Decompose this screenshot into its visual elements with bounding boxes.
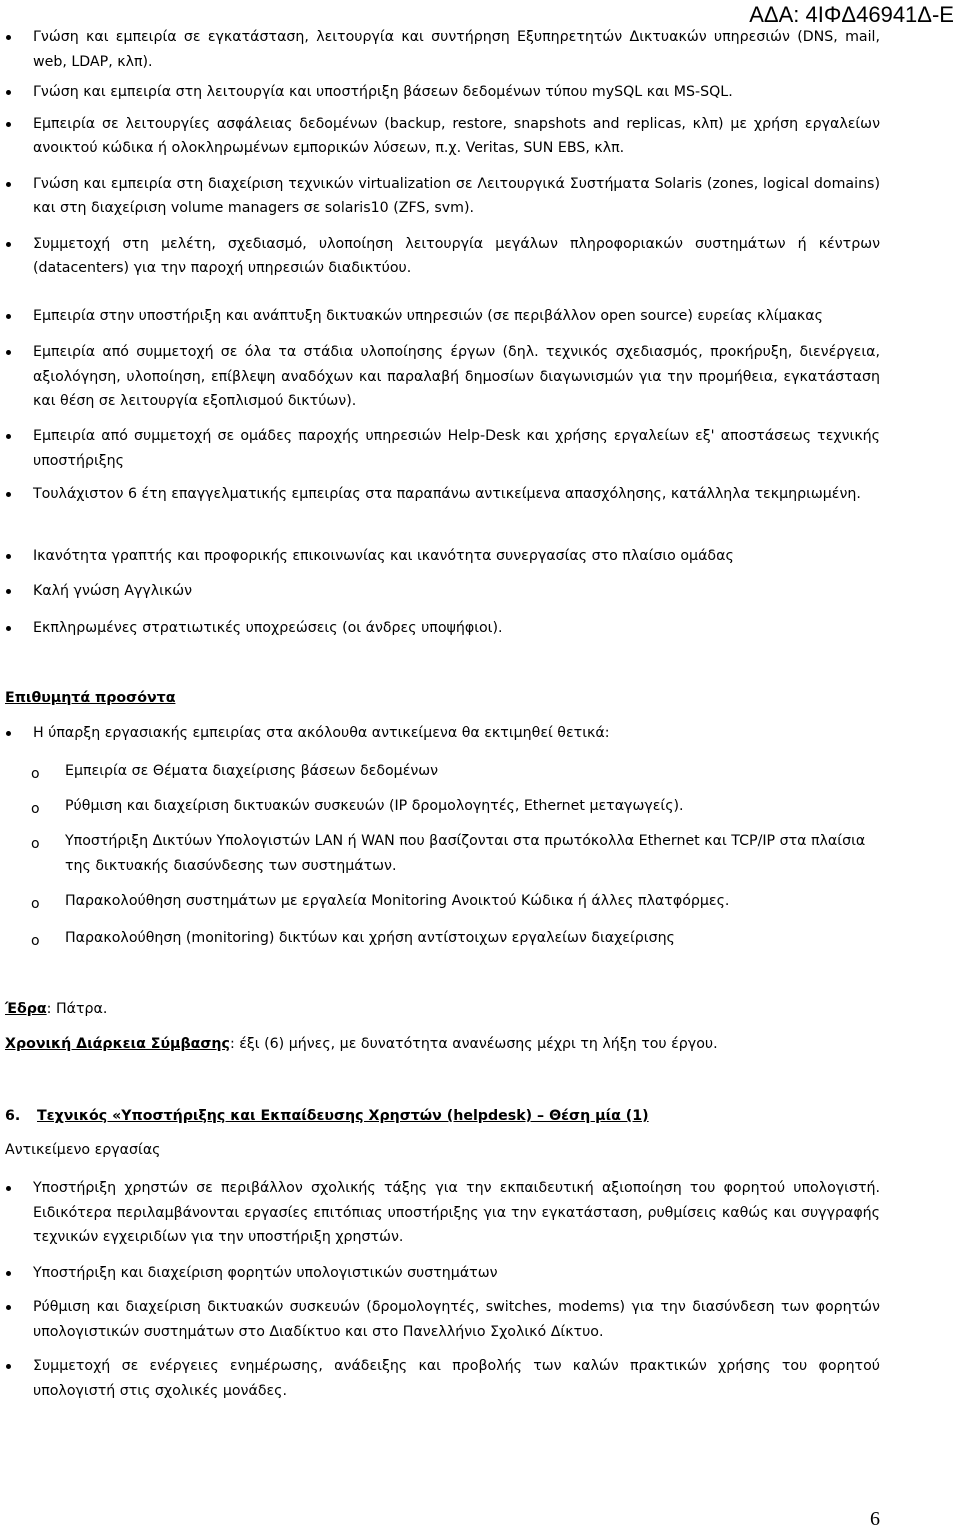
bullet-icon [6,314,11,319]
requirement-item: Εμπειρία σε λειτουργίες ασφάλειας δεδομένων (backup, restore, snapshots and replicas, κλπ) με χρήση εργαλείων ανοικτού κώδικα ή ολοκληρωμένων εμπορικών λύσεων, π.χ. Veritas, SUN EBS, κλπ. [0,112,960,161]
section-6-subheading: Αντικείμενο εργασίας [5,1142,161,1158]
bullet-icon [6,434,11,439]
bullet-icon [6,350,11,355]
section-title: Τεχνικός «Υποστήριξης και Εκπαίδευσης Χρηστών (helpdesk) – Θέση μία (1) [37,1108,649,1124]
duration-line [5,1032,960,1057]
section-6-heading [5,1104,960,1129]
desirable-item-block [0,889,960,914]
circle-bullet-icon: o [31,766,40,782]
bullet-icon [6,1305,11,1310]
section6-item-block [0,1354,960,1403]
section6-item-block [0,1295,960,1344]
desirable-item: o Παρακολούθηση (monitoring) δικτύων και χρήση αντίστοιχων εργαλείων διαχείρισης [0,926,960,951]
section6-item: Υποστήριξη και διαχείριση φορητών υπολογιστικών συστημάτων [0,1261,960,1286]
requirement-item: Εκπληρωμένες στρατιωτικές υποχρεώσεις (οι άνδρες υποψήφιοι). [0,616,960,641]
duration-label: Χρονική Διάρκεια Σύμβασης [5,1036,230,1052]
requirement-item: Ικανότητα γραπτής και προφορικής επικοινωνίας και ικανότητα συνεργασίας στο πλαίσιο ομάδας [0,544,960,569]
requirement-item: Εμπειρία από συμμετοχή σε όλα τα στάδια υλοποίησης έργων (δηλ. τεχνικός σχεδιασμός, προκήρυξη, διενέργεια, αξιολόγηση, υλοποίηση, επίβλεψη αναδόχων και παραλαβή δημοσίων διαγωνισμών για την προμήθεια, εγκατάσταση και θέση σε λειτουργία εξοπλισμού δικτύων). [0,340,960,414]
desirable-item-block [0,926,960,951]
desirable-item-block [0,759,960,784]
requirement-item: Συμμετοχή στη μελέτη, σχεδιασμό, υλοποίηση λειτουργία μεγάλων πληροφοριακών συστημάτων ή κέντρων (datacenters) για την παροχή υπηρεσιών διαδικτύου. [0,232,960,281]
desirable-item: o Εμπειρία σε Θέματα διαχείρισης βάσεων δεδομένων [0,759,960,784]
desirable-item: o Υποστήριξη Δικτύων Υπολογιστών LAN ή WAN που βασίζονται στα πρωτόκολλα Ethernet και TCP/IP στα πλαίσια της δικτυακής διασύνδεσης των συστημάτων. [31,833,866,874]
bullet-icon [6,35,11,40]
bullet-icon [6,1364,11,1369]
requirements-block-5 [0,482,960,507]
duration-value: : έξι (6) μήνες, με δυνατότητα ανανέωσης μέχρι τη λήξη του έργου. [229,1036,718,1052]
requirement-item: Γνώση και εμπειρία στη λειτουργία και υποστήριξη βάσεων δεδομένων τύπου mySQL και MS-SQL. [0,80,960,105]
desirable-item: o Παρακολούθηση συστημάτων με εργαλεία Monitoring Ανοικτού Κώδικα ή άλλες πλατφόρμες. [0,889,960,914]
section-number: 6. [5,1108,21,1124]
requirements-block-3 [0,340,960,414]
ada-code-header: ΑΔΑ: 4ΙΦΔ46941Δ-Ε [749,2,954,27]
bullet-icon [6,492,11,497]
desirable-heading: Επιθυμητά προσόντα [5,690,176,706]
requirements-block-7 [0,579,960,604]
section6-item-block [0,1261,960,1286]
requirements-block-4 [0,424,960,473]
section6-item: Υποστήριξη χρηστών σε περιβάλλον σχολικής τάξης για την εκπαιδευτική αξιοποίηση του φορητού υπολογιστή. Ειδικότερα περιλαμβάνονται εργασίες επιτόπιας υποστήριξης για την εγκατάσταση, ρυθμίσεις καθώς και συγγραφής τεχνικών εγχειριδίων για την υποστήριξη χρηστών. [0,1176,960,1250]
requirements-block-6 [0,544,960,569]
requirements-block-8 [0,616,960,641]
requirement-item: Τουλάχιστον 6 έτη επαγγελματικής εμπειρίας στα παραπάνω αντικείμενα απασχόλησης, κατάλληλα τεκμηριωμένη. [0,482,960,507]
circle-bullet-icon: o [31,836,40,852]
desirable-item: o Ρύθμιση και διαχείριση δικτυακών συσκευών (IP δρομολογητές, Ethernet μεταγωγείς). [0,794,960,819]
bullet-icon [6,242,11,247]
section6-item-block [0,1176,960,1250]
desirable-intro: Η ύπαρξη εργασιακής εμπειρίας στα ακόλουθα αντικείμενα θα εκτιμηθεί θετικά: [0,721,960,746]
circle-bullet-icon: o [31,933,40,949]
requirement-item: Καλή γνώση Αγγλικών [0,579,960,604]
bullet-icon [6,589,11,594]
location-value: : Πάτρα. [46,1001,108,1017]
section6-item: Ρύθμιση και διαχείριση δικτυακών συσκευών (δρομολογητές, switches, modems) για την διασύνδεση των φορητών υπολογιστικών συστημάτων στο Διαδίκτυο και στο Πανελλήνιο Σχολικό Δίκτυο. [0,1295,960,1344]
location-line [5,997,960,1022]
bullet-icon [6,731,11,736]
requirement-item: Εμπειρία από συμμετοχή σε ομάδες παροχής υπηρεσιών Help-Desk και χρήσης εργαλείων εξ' αποστάσεως τεχνικής υποστήριξης [0,424,960,473]
requirements-list [0,25,960,281]
bullet-icon [6,1271,11,1276]
requirement-item: Εμπειρία στην υποστήριξη και ανάπτυξη δικτυακών υπηρεσιών (σε περιβάλλον open source) ευρείας κλίμακας [0,304,960,329]
circle-bullet-icon: o [31,896,40,912]
bullet-icon [6,1186,11,1191]
requirement-item: Γνώση και εμπειρία στη διαχείριση τεχνικών virtualization σε Λειτουργικά Συστήματα Solaris (zones, logical domains) και στη διαχείριση volume managers σε solaris10 (ZFS, svm). [0,172,960,221]
bullet-icon [6,182,11,187]
bullet-icon [6,626,11,631]
location-label: Έδρα [5,1001,47,1017]
page-number: 6 [870,1508,880,1530]
requirements-block-2 [0,304,960,329]
circle-bullet-icon: o [31,801,40,817]
requirements-block [0,25,960,292]
requirement-item: Γνώση και εμπειρία σε εγκατάσταση, λειτουργία και συντήρηση Εξυπηρετητών Δικτυακών υπηρεσιών (DNS, mail, web, LDAP, κλπ). [0,25,960,74]
bullet-icon [6,122,11,127]
bullet-icon [6,90,11,95]
desirable-item-block [0,794,960,819]
desirable-item-block [0,829,960,878]
bullet-icon [6,554,11,559]
section6-item: Συμμετοχή σε ενέργειες ενημέρωσης, ανάδειξης και προβολής των καλών πρακτικών χρήσης του φορητού υπολογιστή στις σχολικές μονάδες. [0,1354,960,1403]
desirable-intro-block [0,721,960,746]
